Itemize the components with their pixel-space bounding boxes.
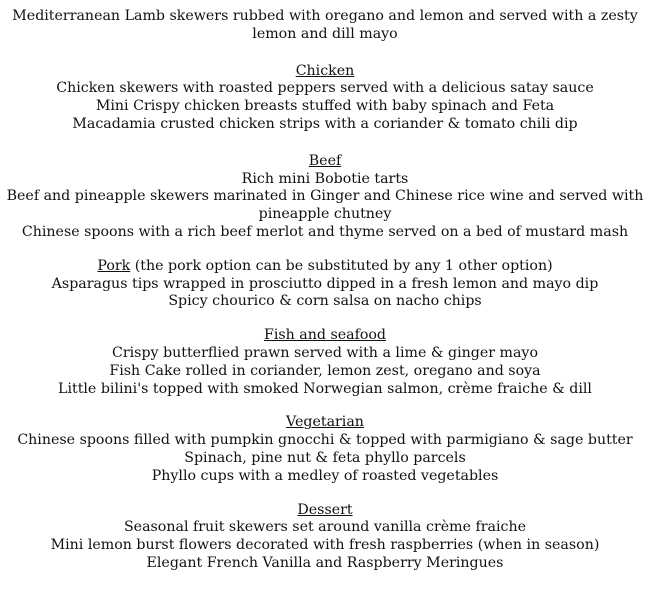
section-title: Pork xyxy=(97,257,131,274)
section-heading xyxy=(0,327,650,345)
menu-sections xyxy=(0,63,650,573)
menu-section-dessert xyxy=(0,502,650,573)
menu-item: Chinese spoons with a rich beef merlot and thyme served on a bed of mustard mash xyxy=(21,223,629,240)
intro-section xyxy=(0,8,650,44)
menu-item: Chinese spoons filled with pumpkin gnocchi & topped with parmigiano & sage butter xyxy=(17,432,633,449)
menu-item: Fish Cake rolled in coriander, lemon zest, oregano and soya xyxy=(109,362,541,379)
menu-section-chicken xyxy=(0,63,650,134)
menu-item: Chicken skewers with roasted peppers served with a delicious satay sauce xyxy=(56,80,594,97)
section-title: Chicken xyxy=(295,62,355,79)
section-title: Vegetarian xyxy=(286,414,364,431)
menu-section-vegetarian xyxy=(0,414,650,485)
menu-section-beef xyxy=(0,153,650,242)
menu-item: Phyllo cups with a medley of roasted vegetables xyxy=(151,467,499,484)
menu-section-pork xyxy=(0,258,650,311)
menu-item: Rich mini Bobotie tarts xyxy=(241,170,409,187)
menu-item: Mediterranean Lamb skewers rubbed with oregano and lemon and served with a zesty lemon and dill mayo xyxy=(12,8,638,42)
menu-section-fish-and-seafood xyxy=(0,327,650,398)
menu-item: Spinach, pine nut & feta phyllo parcels xyxy=(184,449,466,466)
menu-item: Asparagus tips wrapped in prosciutto dipped in a fresh lemon and mayo dip xyxy=(51,275,599,292)
menu-item: Little bilini's topped with smoked Norwegian salmon, crème fraiche & dill xyxy=(58,380,592,397)
menu-item: Mini Crispy chicken breasts stuffed with baby spinach and Feta xyxy=(95,98,555,115)
menu-item: Elegant French Vanilla and Raspberry Meringues xyxy=(146,554,504,571)
section-heading xyxy=(0,63,650,81)
section-heading xyxy=(0,502,650,520)
section-heading xyxy=(0,414,650,432)
section-heading xyxy=(0,258,650,276)
menu-item: Mini lemon burst flowers decorated with fresh raspberries (when in season) xyxy=(50,537,600,554)
section-heading xyxy=(0,153,650,171)
menu-item: Crispy butterflied prawn served with a lime & ginger mayo xyxy=(112,344,538,361)
section-title: Fish and seafood xyxy=(263,327,387,344)
section-title: Beef xyxy=(308,152,342,169)
menu-item: Macadamia crusted chicken strips with a coriander & tomato chili dip xyxy=(72,115,578,132)
section-title: Dessert xyxy=(297,501,353,518)
menu-item: Spicy chourico & corn salsa on nacho chips xyxy=(168,293,482,310)
menu-item: Beef and pineapple skewers marinated in Ginger and Chinese rice wine and served with pineapple chutney xyxy=(6,188,644,223)
menu-item: Seasonal fruit skewers set around vanilla crème fraiche xyxy=(123,519,527,536)
section-note: (the pork option can be substituted by any 1 other option) xyxy=(130,257,553,274)
